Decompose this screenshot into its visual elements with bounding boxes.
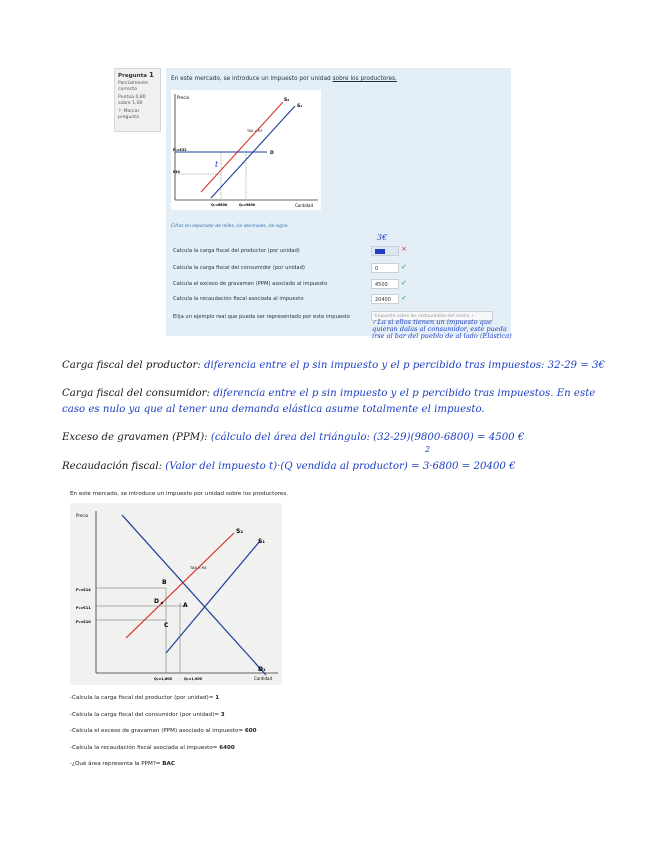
lower-item-4: -Calcula la recaudación fiscal asociada al impuesto= 6400 — [70, 745, 235, 751]
label-s1: S₁ — [297, 104, 303, 109]
label-c: C — [164, 622, 169, 629]
label-q2: Q₂=1,600 — [154, 677, 172, 681]
question-label: Pregunta 1 — [118, 71, 154, 79]
row-label: Calcula el exceso de gravamen (PPM) asociado al impuesto — [173, 281, 328, 287]
answer-row-3 — [170, 277, 510, 291]
note-line: irse al bar del pueblo de al lado (Elástica) — [372, 331, 512, 340]
axis-label-price: Precio — [76, 513, 89, 518]
axis-label-price: Precio — [177, 95, 190, 100]
lower-item-5: -¿Qué área representa la PPM?= BAC — [70, 761, 175, 767]
note-line: La si ellos tienen un impuesto que — [377, 318, 493, 326]
label-q1: Q₁=1,900 — [184, 677, 202, 681]
label-s2: S₂ — [284, 98, 290, 103]
row-label: Calcula la carga fiscal del productor (por unidad) — [173, 248, 300, 254]
answer-row-4 — [170, 292, 510, 306]
correct-icon: ✓ — [372, 318, 378, 326]
label-tax: TAX = €4 — [190, 566, 207, 570]
question-status: Parcialmente correcto — [118, 80, 148, 92]
label-a: A — [183, 602, 188, 609]
hw-line-3: Exceso de gravamen (PPM): (cálculo del área del triángulo: (32-29)(9800-6800) = 4500 € — [62, 432, 525, 443]
lower-item-2: -Calcula la carga fiscal del consumidor (por unidad)= 3 — [70, 712, 225, 718]
tax-chart-1 — [171, 90, 321, 210]
handwritten-note — [372, 319, 512, 340]
label-p3: P₃=€10 — [76, 620, 91, 624]
label-q1: Q₁=6800 — [211, 203, 228, 207]
label-p2: P₂=€11 — [76, 606, 91, 610]
row-label: Elija un ejemplo real que pueda ser representado por este impuesto — [173, 314, 350, 320]
label-d1: D₁ — [258, 666, 266, 673]
answer-input-2[interactable]: 0 — [371, 263, 399, 273]
hw-line-1: Carga fiscal del productor: diferencia entre el p sin impuesto y el p percibido tras impuestos: 32-29 = 3€ — [62, 360, 606, 371]
answer-input-1[interactable] — [371, 246, 399, 256]
axis-label-qty: Cantidad — [295, 203, 313, 208]
correct-icon: ✓ — [401, 279, 407, 287]
answer-row-1 — [170, 244, 510, 258]
label-p2: €34 — [173, 170, 180, 174]
answer-hint: Cifras sin separador de miles, sin decimales, sin signo. — [171, 224, 289, 229]
hw-line-4: Recaudación fiscal: (Valor del impuesto t)·(Q vendida al productor) = 3·6800 = 20400 € — [62, 461, 516, 472]
question-score: Puntúa 0,80 sobre 1,00 — [118, 94, 146, 107]
tax-chart-2 — [70, 503, 282, 685]
label-d: D — [154, 598, 159, 605]
point-marker — [161, 602, 163, 604]
question-text: En este mercado, se introduce un impuesto por unidad sobre los productores. — [171, 76, 397, 82]
label-d: D — [270, 151, 274, 156]
scribbled-answer: eeee — [375, 249, 385, 254]
hw-line-3-denominator: 2 — [425, 445, 431, 454]
question-info — [114, 68, 161, 132]
label-t: t — [215, 160, 219, 169]
row-label: Calcula la recaudación fiscal asociada al impuesto — [173, 296, 304, 302]
flag-icon: ⚐ — [118, 109, 123, 115]
label-q2: Q₂=9800 — [239, 203, 256, 207]
label-tax: TAX = €3 — [247, 129, 263, 133]
lower-item-1: -Calcula la carga fiscal del productor (por unidad)= 1 — [70, 695, 220, 701]
row-label: Calcula la carga fiscal del consumidor (por unidad) — [173, 265, 305, 271]
label-p1: P₁=€32 — [173, 148, 187, 152]
label-s1: S₁ — [258, 538, 265, 545]
label-s2: S₂ — [236, 528, 243, 535]
answer-select-5[interactable]: Impuesto sobre los restaurantes del centro ÷ — [371, 311, 493, 321]
handwritten-3e: 3€ — [377, 233, 388, 242]
hw-line-2b: caso es nulo ya que al tener una demanda elástica asume totalmente el impuesto. — [62, 404, 485, 415]
hw-line-2: Carga fiscal del consumidor: diferencia entre el p sin impuesto y el p percibido tras impuestos. En este — [62, 388, 596, 399]
flag-question-link[interactable]: ⚐ Marcar pregunta — [118, 109, 140, 121]
lower-intro: En este mercado, se introduce un impuesto por unidad sobre los productores. — [70, 491, 289, 497]
correct-icon: ✓ — [401, 263, 407, 271]
label-p1: P₁=€14 — [76, 588, 91, 592]
answer-row-2 — [170, 261, 510, 275]
correct-icon: ✓ — [401, 294, 407, 302]
incorrect-icon: × — [401, 245, 407, 253]
answer-input-3[interactable]: 4500 — [371, 279, 399, 289]
lower-item-3: -Calcula el exceso de gravamen (PPM) asociado al impuesto= 600 — [70, 728, 257, 734]
answer-input-4[interactable]: 20400 — [371, 294, 399, 304]
label-b: B — [162, 579, 167, 586]
axis-label-qty: Cantidad — [254, 676, 272, 681]
note-line: quieran dalas al consumidor, este pueda — [372, 324, 507, 333]
